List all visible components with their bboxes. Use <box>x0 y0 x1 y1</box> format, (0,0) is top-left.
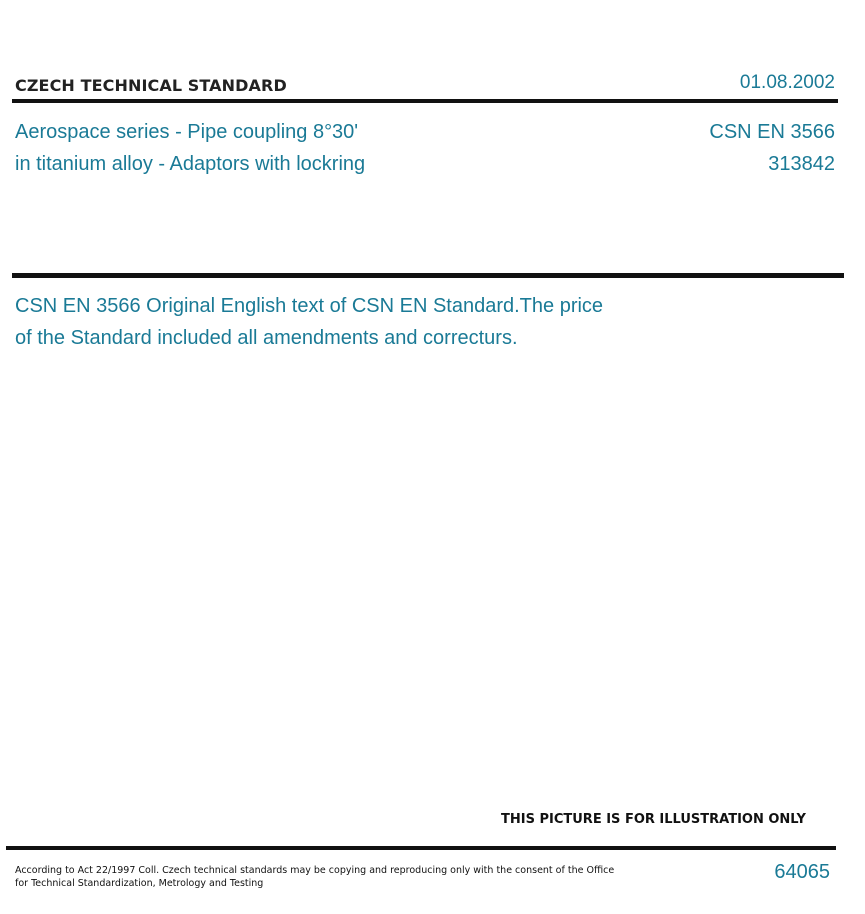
title-line-2: in titanium alloy - Adaptors with lockring <box>15 153 366 175</box>
standard-number: CSN EN 3566 <box>709 121 835 143</box>
description-line-1: CSN EN 3566 Original English text of CSN EN Standard.The price <box>15 295 604 317</box>
bottom-divider <box>6 846 836 850</box>
description-line-2: of the Standard included all amendments and correcturs. <box>15 327 518 349</box>
standard-type-label: CZECH TECHNICAL STANDARD <box>15 76 287 95</box>
footer-code: 64065 <box>774 861 830 883</box>
legal-line-2: for Technical Standardization, Metrology and Testing <box>15 878 264 889</box>
standard-description <box>15 290 675 354</box>
legal-notice <box>15 864 615 890</box>
publication-date: 01.08.2002 <box>739 72 835 93</box>
standard-codes <box>709 116 835 180</box>
legal-line-1: According to Act 22/1997 Coll. Czech technical standards may be copying and reproducing only with the consent of the Office <box>15 865 615 876</box>
standard-title <box>15 116 365 180</box>
catalog-number: 313842 <box>768 153 835 175</box>
middle-divider <box>12 273 844 278</box>
title-line-1: Aerospace series - Pipe coupling 8°30' <box>15 121 359 143</box>
top-divider <box>12 99 838 103</box>
illustration-notice: THIS PICTURE IS FOR ILLUSTRATION ONLY <box>501 812 806 827</box>
